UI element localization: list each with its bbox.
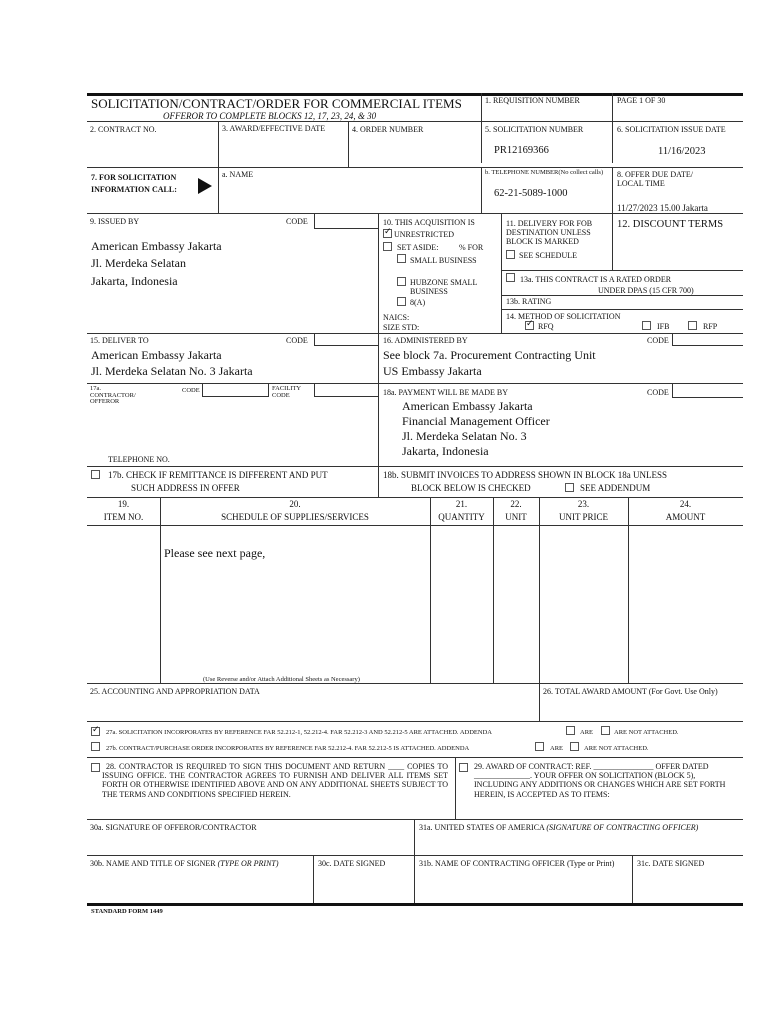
set-aside-label: SET ASIDE:: [397, 243, 439, 252]
31c-label: 31c. DATE SIGNED: [637, 859, 705, 868]
page-number: PAGE 1 OF 30: [617, 96, 666, 105]
rated-order-checkbox[interactable]: [506, 273, 515, 282]
28-text: 28. CONTRACTOR IS REQUIRED TO SIGN THIS DOCUMENT AND RETURN ____ COPIES TO ISSUING OFFICE. THE CONTRACTOR AGREES TO FURNISH AND DELIVER ALL ITEMS SET FORTH OR OTHERWISE IDENTIFIED ABOVE AND ON ANY ADDITIONAL SHEETS SUBJECT TO THE TERMS AND CONDITIONS SPECIFIED HEREIN.: [102, 762, 448, 799]
administered-by-line-1: See block 7a. Procurement Contracting Unit: [383, 348, 596, 362]
small-business-checkbox[interactable]: [397, 254, 406, 263]
27a-text: 27a. SOLICITATION INCORPORATES BY REFERENCE FAR 52.212-1, 52.212-4. FAR 52.212-3 AND 52.212-5 ARE ATTACHED. ADDENDA: [106, 729, 492, 736]
invoice-line-2: BLOCK BELOW IS CHECKED: [411, 483, 531, 493]
col-amount-num: 24.: [679, 499, 692, 509]
dpas-label: UNDER DPAS (15 CFR 700): [598, 286, 694, 295]
issued-by-code-label: CODE: [286, 217, 308, 226]
award-date-label: 3. AWARD/EFFECTIVE DATE: [222, 124, 326, 133]
method-label: 14. METHOD OF SOLICITATION: [506, 312, 621, 321]
ifb-checkbox[interactable]: [642, 321, 651, 330]
hubzone-checkbox[interactable]: [397, 277, 406, 286]
addendum-checkbox[interactable]: [565, 483, 574, 492]
issued-by-line-1: American Embassy Jakarta: [91, 239, 222, 253]
telephone-no-label: TELEPHONE NO.: [108, 455, 170, 464]
col-schedule-num: 20.: [289, 499, 301, 509]
small-business-label: SMALL BUSINESS: [410, 256, 477, 265]
8a-checkbox[interactable]: [397, 297, 406, 306]
unrestricted-checkbox[interactable]: [383, 229, 392, 238]
27b-are-not-checkbox[interactable]: [570, 742, 579, 751]
27a-checkbox[interactable]: [91, 727, 100, 736]
payment-line-4: Jakarta, Indonesia: [402, 444, 489, 458]
30a-label: 30a. SIGNATURE OF OFFEROR/CONTRACTOR: [90, 823, 257, 832]
remittance-checkbox[interactable]: [91, 470, 100, 479]
solicitation-number-value: PR12169366: [494, 145, 549, 156]
27a-are-not-checkbox[interactable]: [601, 726, 610, 735]
fob-destination-label: 11. DELIVERY FOR FOB DESTINATION UNLESS BLOCK IS MARKED: [506, 219, 593, 247]
payment-code-label: CODE: [647, 388, 669, 397]
solicitation-info-call-label: 7. FOR SOLICITATION INFORMATION CALL:: [91, 173, 177, 194]
offeror-note: OFFEROR TO COMPLETE BLOCKS 12, 17, 23, 24, & 30: [163, 111, 377, 121]
form-title: SOLICITATION/CONTRACT/ORDER FOR COMMERCIAL ITEMS: [91, 96, 462, 111]
hubzone-label: HUBZONE SMALL BUSINESS: [410, 278, 478, 297]
col-unit-label: UNIT: [505, 512, 527, 522]
rated-order-label: 13a. THIS CONTRACT IS A RATED ORDER: [520, 275, 672, 284]
form-id: STANDARD FORM 1449: [91, 908, 163, 915]
col-item-num: 19.: [117, 499, 130, 509]
28-checkbox[interactable]: [91, 763, 100, 772]
col-schedule-label: SCHEDULE OF SUPPLIES/SERVICES: [221, 512, 369, 522]
31a-label: 31a. UNITED STATES OF AMERICA (SIGNATURE OF CONTRACTING OFFICER): [419, 823, 699, 832]
payment-line-1: American Embassy Jakarta: [402, 399, 533, 413]
29-checkbox[interactable]: [459, 763, 468, 772]
8a-label: 8(A): [410, 298, 426, 307]
issue-date-value: 11/16/2023: [658, 146, 706, 157]
issued-by-label: 9. ISSUED BY: [90, 217, 140, 226]
issued-by-line-3: Jakarta, Indonesia: [91, 274, 178, 288]
rfp-label: RFP: [703, 322, 718, 331]
27b-are-checkbox[interactable]: [535, 742, 544, 751]
requisition-number-label: 1. REQUISITION NUMBER: [485, 96, 580, 105]
col-unit-price-num: 23.: [577, 499, 590, 509]
set-aside-checkbox[interactable]: [383, 242, 392, 251]
accounting-label: 25. ACCOUNTING AND APPROPRIATION DATA: [90, 687, 260, 696]
contractor-label: 17a. CONTRACTOR/ OFFEROR: [90, 385, 136, 405]
27b-are-label: ARE: [550, 745, 563, 752]
ifb-label: IFB: [657, 322, 670, 331]
naics-label: NAICS:: [383, 313, 410, 322]
remittance-line-1: 17b. CHECK IF REMITTANCE IS DIFFERENT AND PUT: [108, 470, 328, 480]
col-quantity-num: 21.: [455, 499, 468, 509]
administered-by-line-2: US Embassy Jakarta: [383, 364, 482, 378]
contractor-code-label: CODE: [182, 387, 200, 394]
payment-line-2: Financial Management Officer: [402, 414, 550, 428]
name-label: a. NAME: [222, 170, 254, 179]
administered-by-code-label: CODE: [647, 336, 669, 345]
contract-no-label: 2. CONTRACT NO.: [90, 125, 157, 134]
deliver-to-line-1: American Embassy Jakarta: [91, 348, 222, 362]
deliver-to-label: 15. DELIVER TO: [90, 336, 149, 345]
invoice-line-1: 18b. SUBMIT INVOICES TO ADDRESS SHOWN IN BLOCK 18a UNLESS: [383, 470, 668, 480]
see-schedule-checkbox[interactable]: [506, 250, 515, 259]
27b-text: 27b. CONTRACT/PURCHASE ORDER INCORPORATES BY REFERENCE FAR 52.212-4. FAR 52.212-5 IS ATTACHED. ADDENDA: [106, 745, 470, 752]
issued-by-line-2: Jl. Merdeka Selatan: [91, 256, 186, 270]
administered-by-label: 16. ADMINISTERED BY: [383, 336, 468, 345]
27b-checkbox[interactable]: [91, 742, 100, 751]
rating-label: 13b. RATING: [506, 297, 552, 306]
rfp-checkbox[interactable]: [688, 321, 697, 330]
total-award-label: 26. TOTAL AWARD AMOUNT (For Govt. Use Only): [543, 687, 718, 696]
col-item-label: ITEM NO.: [103, 512, 144, 522]
27a-are-checkbox[interactable]: [566, 726, 575, 735]
30b-label: 30b. NAME AND TITLE OF SIGNER (TYPE OR PRINT): [90, 859, 279, 868]
rfq-checkbox[interactable]: [525, 321, 534, 330]
see-schedule-label: SEE SCHEDULE: [519, 251, 577, 260]
27b-are-not-label: ARE NOT ATTACHED.: [584, 745, 649, 752]
telephone-number-label: b. TELEPHONE NUMBER(No collect calls): [485, 169, 604, 176]
col-amount-label: AMOUNT: [665, 512, 706, 522]
telephone-number-value: 62-21-5089-1000: [494, 188, 568, 199]
deliver-to-line-2: Jl. Merdeka Selatan No. 3 Jakarta: [91, 364, 253, 378]
30c-label: 30c. DATE SIGNED: [318, 859, 386, 868]
acquisition-label: 10. THIS ACQUISITION IS: [383, 218, 475, 227]
schedule-text: Please see next page,: [164, 546, 266, 560]
col-unit-price-label: UNIT PRICE: [558, 512, 609, 522]
issue-date-label: 6. SOLICITATION ISSUE DATE: [617, 125, 726, 134]
deliver-to-code-label: CODE: [286, 336, 308, 345]
order-number-label: 4. ORDER NUMBER: [352, 125, 424, 134]
arrow-right-icon: [198, 178, 212, 194]
reverse-note: (Use Reverse and/or Attach Additional Sheets as Necessary): [203, 676, 360, 683]
percent-for-label: % FOR: [459, 243, 484, 252]
offer-due-date-value: 11/27/2023 15.00 Jakarta: [617, 203, 708, 213]
27a-are-label: ARE: [580, 729, 593, 736]
col-quantity-label: QUANTITY: [438, 512, 485, 522]
payment-line-3: Jl. Merdeka Selatan No. 3: [402, 429, 527, 443]
payment-label: 18a. PAYMENT WILL BE MADE BY: [383, 388, 509, 397]
facility-code-label: FACILITY CODE: [272, 385, 301, 399]
rfq-label: RFQ: [538, 322, 554, 331]
27a-are-not-label: ARE NOT ATTACHED.: [614, 729, 679, 736]
unrestricted-label: UNRESTRICTED: [394, 230, 454, 239]
size-std-label: SIZE STD:: [383, 323, 420, 332]
solicitation-number-label: 5. SOLICITATION NUMBER: [485, 125, 584, 134]
addendum-label: SEE ADDENDUM: [580, 483, 651, 493]
discount-terms-label: 12. DISCOUNT TERMS: [617, 219, 724, 230]
remittance-line-2: SUCH ADDRESS IN OFFER: [131, 483, 240, 493]
offer-due-date-label: 8. OFFER DUE DATE/ LOCAL TIME: [617, 170, 694, 189]
col-unit-num: 22.: [510, 499, 522, 509]
29-text: 29. AWARD OF CONTRACT: REF. _______________ OFFER DATED ______________. YOUR OFFER ON SOLICITATION (BLOCK 5), INCLUDING ANY ADDITIONS OR CHANGES WHICH ARE SET FORTH HEREIN, IS ACCEPTED AS TO ITEMS:: [474, 762, 726, 799]
31b-label: 31b. NAME OF CONTRACTING OFFICER (Type or Print): [419, 859, 615, 868]
